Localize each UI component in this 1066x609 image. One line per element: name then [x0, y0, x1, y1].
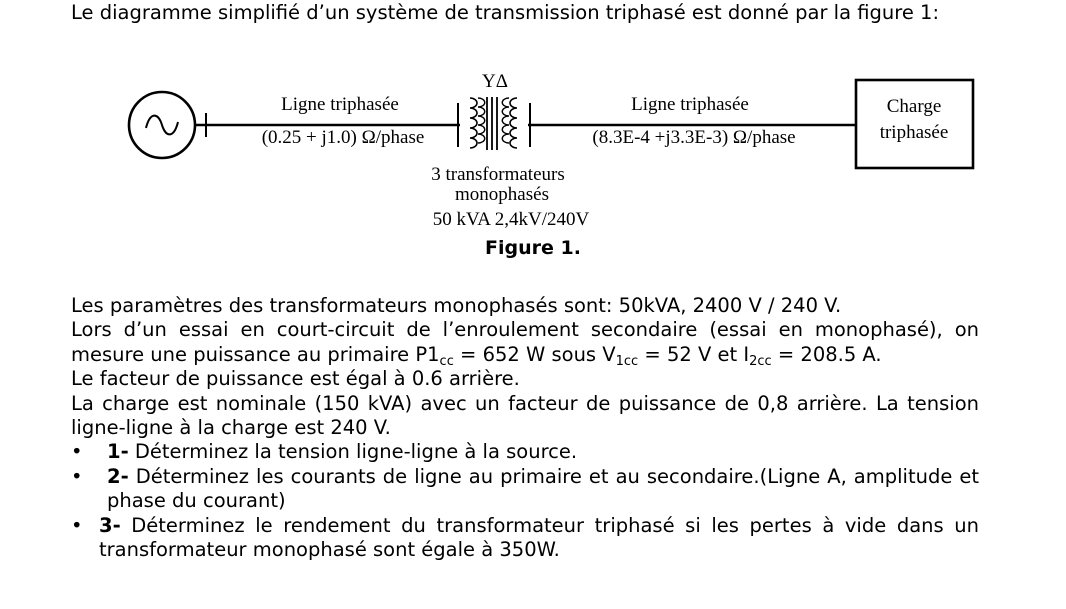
transformer-desc-line2: monophasés: [455, 184, 549, 205]
ac-source-icon: [129, 92, 195, 158]
figure-caption: Figure 1.: [485, 237, 581, 259]
load-label-line2: triphasée: [879, 122, 949, 143]
intro-text: Le diagramme simplifié d’un système de transmission triphasé est donné par la figure 1:: [71, 1, 940, 24]
bullet-icon: •: [71, 464, 83, 488]
paragraph-load: La charge est nominale (150 kVA) avec un facteur de puissance de 0,8 arrière. La tension ligne-ligne à la charge est 240 V.: [71, 391, 979, 440]
line-2-name: Ligne triphasée: [631, 94, 749, 115]
transformer-icon: [470, 97, 517, 150]
transformer-desc-line3: 50 kVA 2,4kV/240V: [432, 209, 590, 230]
question-item: [71, 514, 979, 563]
transformer-desc-line1: 3 transformateurs: [431, 164, 565, 185]
load-label-line1: Charge: [886, 96, 942, 117]
question-text: Déterminez le rendement du transformateur triphasé si les pertes à vide dans un transformateur monophasé sont égale à 350W.: [99, 513, 979, 562]
question-number: 3-: [99, 513, 121, 537]
line-1-name: Ligne triphasée: [281, 94, 399, 115]
question-number: 2-: [107, 464, 129, 488]
line-1-impedance: (0.25 + j1.0) Ω/phase: [261, 127, 425, 148]
transformer-connection-label: YΔ: [482, 71, 508, 92]
line-2-impedance: (8.3E-4 +j3.3E-3) Ω/phase: [592, 127, 796, 148]
question-list: [71, 440, 979, 562]
paragraph-transformer-params: Les paramètres des transformateurs monophasés sont: 50kVA, 2400 V / 240 V.: [71, 294, 842, 317]
paragraph-short-circuit-test: Lors d’un essai en court-circuit de l’enroulement secondaire (essai en monophasé), on mesure une puissance au primaire $P1_{cc} = 652$ W sous $V_{1cc} = 52$ V et $I_{2cc} = 208.5$ A.: [71, 318, 979, 369]
question-number: 1-: [107, 440, 129, 464]
question-item: [71, 465, 979, 514]
question-text: Déterminez la tension ligne-ligne à la source.: [128, 440, 578, 464]
bullet-icon: •: [71, 513, 83, 537]
paragraph-power-factor: Le facteur de puissance est égal à 0.6 arrière.: [71, 367, 520, 391]
question-item: [71, 440, 979, 464]
question-text: Déterminez les courants de ligne au primaire et au secondaire.(Ligne A, amplitude et phase du courant): [107, 464, 979, 513]
problem-body: [71, 294, 979, 562]
bullet-icon: •: [71, 440, 83, 464]
